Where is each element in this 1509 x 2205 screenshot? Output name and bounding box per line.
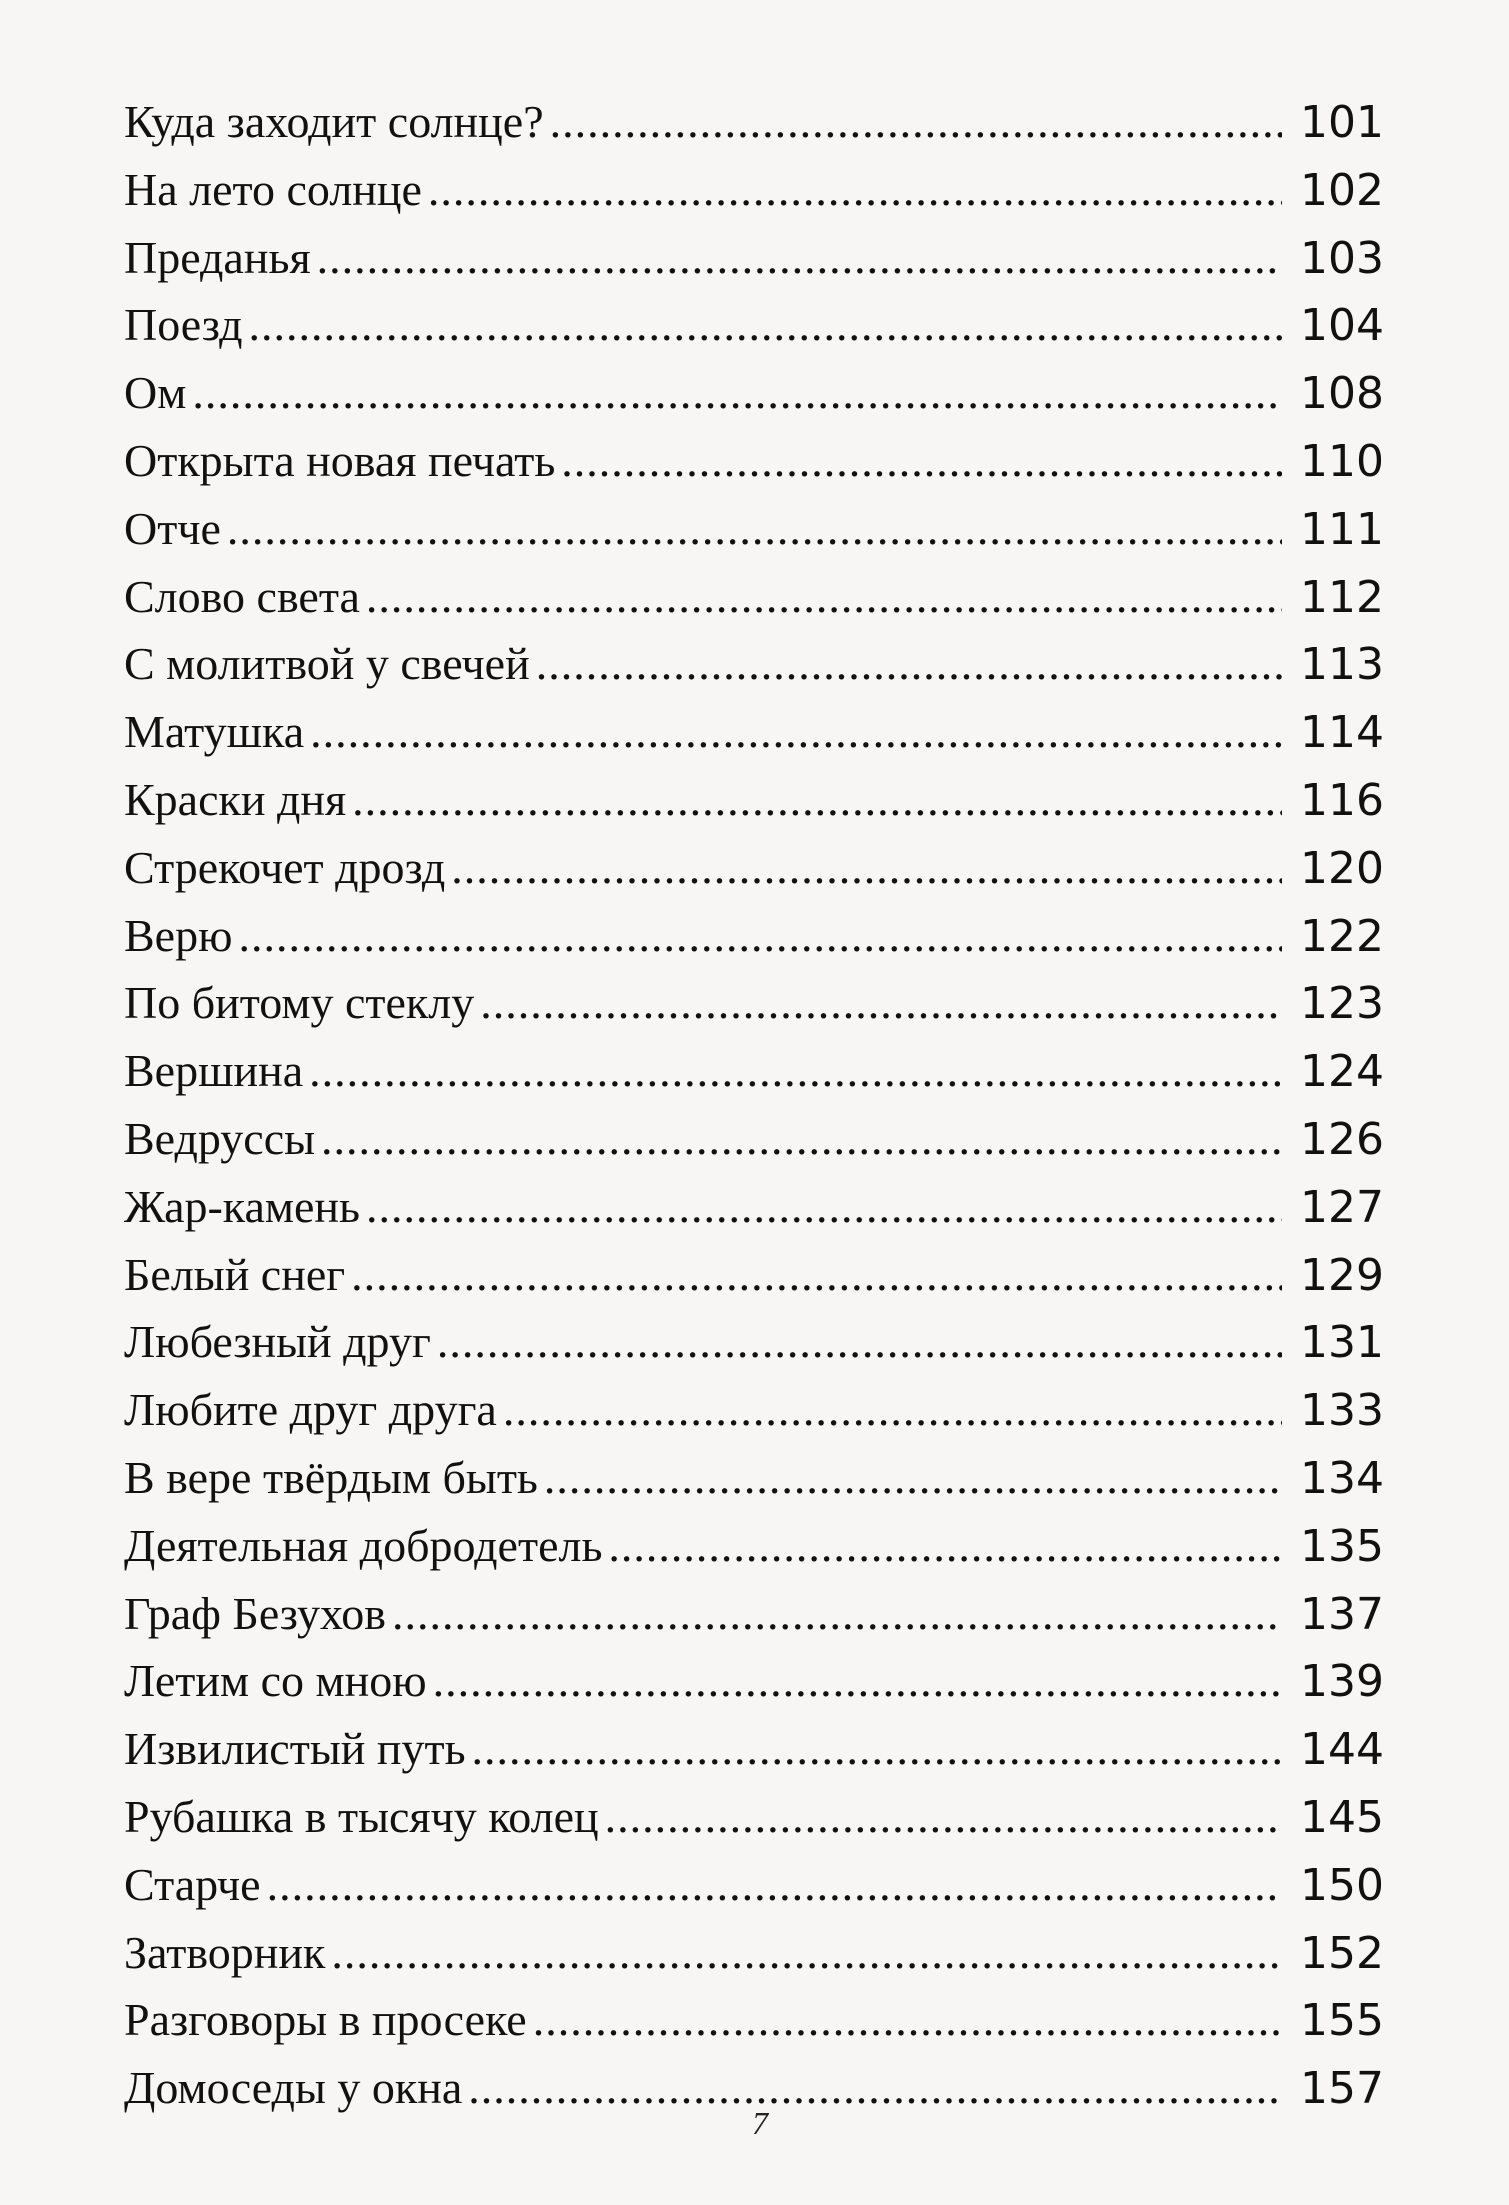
- toc-entry-page: 157: [1300, 2063, 1384, 2115]
- toc-dot-leader: [451, 834, 1282, 902]
- toc-entry-title: Жар-камень: [124, 1180, 360, 1232]
- toc-entry: [124, 969, 1384, 1037]
- toc-entry-title: По битому стеклу: [124, 977, 475, 1029]
- toc-entry-title: Стрекочет дрозд: [124, 841, 446, 893]
- toc-dot-leader: [249, 291, 1282, 359]
- toc-entry-title: Верю: [124, 909, 233, 961]
- toc-entry: [124, 1919, 1384, 1987]
- toc-entry-title: В вере твёрдым быть: [124, 1451, 538, 1503]
- toc-dot-leader: [550, 88, 1282, 156]
- toc-entry: [124, 698, 1384, 766]
- toc-entry-page: 101: [1300, 97, 1384, 148]
- toc-entry: [124, 224, 1384, 292]
- toc-entry-title: Матушка: [124, 706, 305, 758]
- toc-entry-page: 131: [1300, 1317, 1384, 1369]
- toc-entry-title: С молитвой у свечей: [124, 638, 530, 690]
- toc-entry-title: На лето солнце: [124, 163, 422, 215]
- toc-entry-title: Любите друг друга: [124, 1384, 497, 1436]
- toc-dot-leader: [321, 1105, 1282, 1173]
- toc-entry: [124, 1715, 1384, 1783]
- toc-entry-page: 110: [1300, 435, 1384, 487]
- toc-entry: [124, 1783, 1384, 1851]
- toc-entry-title: Белый снег: [124, 1248, 346, 1300]
- toc-entry: [124, 1986, 1384, 2054]
- toc-dot-leader: [480, 969, 1282, 1037]
- toc-dot-leader: [238, 902, 1282, 970]
- toc-entry: [124, 291, 1384, 359]
- toc-entry-page: 114: [1300, 707, 1384, 759]
- toc-dot-leader: [192, 359, 1282, 427]
- toc-entry: [124, 359, 1384, 427]
- toc-entry: [124, 1308, 1384, 1376]
- toc-entry-title: Любезный друг: [124, 1316, 431, 1368]
- toc-entry: [124, 495, 1384, 563]
- toc-dot-leader: [227, 495, 1282, 563]
- toc-entry: [124, 630, 1384, 698]
- toc-entry: [124, 1647, 1384, 1715]
- toc-dot-leader: [472, 1715, 1282, 1783]
- toc-entry: [124, 1241, 1384, 1309]
- toc-entry: [124, 563, 1384, 631]
- toc-entry-page: 135: [1300, 1520, 1384, 1572]
- toc-dot-leader: [392, 1580, 1282, 1648]
- toc-entry-page: 104: [1300, 300, 1384, 352]
- toc-entry: [124, 1376, 1384, 1444]
- toc-dot-leader: [310, 698, 1282, 766]
- toc-entry-title: Разговоры в просеке: [124, 1994, 527, 2046]
- toc-dot-leader: [428, 156, 1282, 224]
- toc-entry-page: 122: [1300, 910, 1384, 962]
- toc-entry-page: 127: [1300, 1181, 1384, 1233]
- toc-dot-leader: [561, 427, 1282, 495]
- toc-entry-page: 108: [1300, 368, 1384, 420]
- toc-entry-page: 152: [1300, 1927, 1384, 1979]
- toc-entry-title: Поезд: [124, 299, 243, 351]
- toc-entry-page: 150: [1300, 1859, 1384, 1911]
- toc-entry-title: Затворник: [124, 1926, 326, 1978]
- toc-dot-leader: [503, 1376, 1282, 1444]
- toc-entry: [124, 1105, 1384, 1173]
- toc-entry-title: Слово света: [124, 570, 360, 622]
- toc-entry-title: Открыта новая печать: [124, 434, 556, 486]
- toc-entry: [124, 1173, 1384, 1241]
- toc-entry-title: Извилистый путь: [124, 1723, 466, 1775]
- toc-dot-leader: [437, 1308, 1282, 1376]
- toc-entry-title: Куда заходит солнце?: [124, 96, 544, 147]
- toc-entry-page: 123: [1300, 978, 1384, 1030]
- toc-entry-title: Деятельная добродетель: [124, 1519, 603, 1571]
- toc-dot-leader: [309, 1037, 1282, 1105]
- toc-entry-page: 124: [1300, 1046, 1384, 1098]
- toc-entry-page: 126: [1300, 1113, 1384, 1165]
- toc-entry-page: 116: [1300, 774, 1384, 826]
- toc-entry-page: 120: [1300, 842, 1384, 894]
- toc-dot-leader: [352, 766, 1282, 834]
- toc-entry-page: 103: [1300, 232, 1384, 284]
- toc-entry-title: Вершина: [124, 1045, 304, 1097]
- table-of-contents: [124, 88, 1384, 2122]
- toc-entry-title: Ведруссы: [124, 1112, 316, 1164]
- toc-dot-leader: [331, 1919, 1282, 1987]
- toc-dot-leader: [533, 1986, 1282, 2054]
- toc-entry-page: 129: [1300, 1249, 1384, 1301]
- toc-entry: [124, 1444, 1384, 1512]
- toc-entry-title: Краски дня: [124, 773, 347, 825]
- toc-entry-title: Старче: [124, 1858, 261, 1910]
- toc-entry: [124, 902, 1384, 970]
- toc-entry: [124, 1512, 1384, 1580]
- toc-entry-title: Преданья: [124, 231, 311, 283]
- toc-entry-page: 155: [1300, 1995, 1384, 2047]
- toc-entry-title: Рубашка в тысячу колец: [124, 1790, 599, 1842]
- toc-entry: [124, 427, 1384, 495]
- toc-dot-leader: [608, 1512, 1282, 1580]
- toc-entry-title: Летим со мною: [124, 1655, 427, 1707]
- toc-entry: [124, 1851, 1384, 1919]
- toc-dot-leader: [536, 630, 1282, 698]
- toc-dot-leader: [433, 1647, 1282, 1715]
- toc-entry-page: 113: [1300, 639, 1384, 691]
- toc-entry-title: Ом: [124, 367, 187, 419]
- toc-entry-page: 112: [1300, 571, 1384, 623]
- toc-entry: [124, 88, 1384, 156]
- toc-dot-leader: [351, 1241, 1282, 1309]
- toc-entry: [124, 1580, 1384, 1648]
- toc-entry-page: 133: [1300, 1385, 1384, 1437]
- toc-entry-page: 111: [1300, 503, 1384, 555]
- toc-dot-leader: [468, 2054, 1282, 2122]
- toc-entry-title: Отче: [124, 502, 221, 554]
- toc-dot-leader: [267, 1851, 1282, 1919]
- toc-entry-page: 102: [1300, 164, 1384, 216]
- toc-entry-title: Граф Безухов: [124, 1587, 386, 1639]
- toc-dot-leader: [317, 224, 1282, 292]
- toc-entry-page: 144: [1300, 1724, 1384, 1776]
- toc-dot-leader: [544, 1444, 1282, 1512]
- toc-entry: [124, 156, 1384, 224]
- toc-entry-page: 139: [1300, 1656, 1384, 1708]
- toc-dot-leader: [366, 1173, 1282, 1241]
- toc-entry-page: 137: [1300, 1588, 1384, 1640]
- toc-entry-page: 145: [1300, 1791, 1384, 1843]
- toc-entry-title: Домоседы у окна: [124, 2062, 463, 2114]
- toc-entry: [124, 834, 1384, 902]
- toc-entry: [124, 766, 1384, 834]
- page-number: 7: [752, 2105, 768, 2141]
- toc-entry: [124, 1037, 1384, 1105]
- toc-entry-page: 134: [1300, 1452, 1384, 1504]
- toc-dot-leader: [366, 563, 1282, 631]
- toc-dot-leader: [605, 1783, 1282, 1851]
